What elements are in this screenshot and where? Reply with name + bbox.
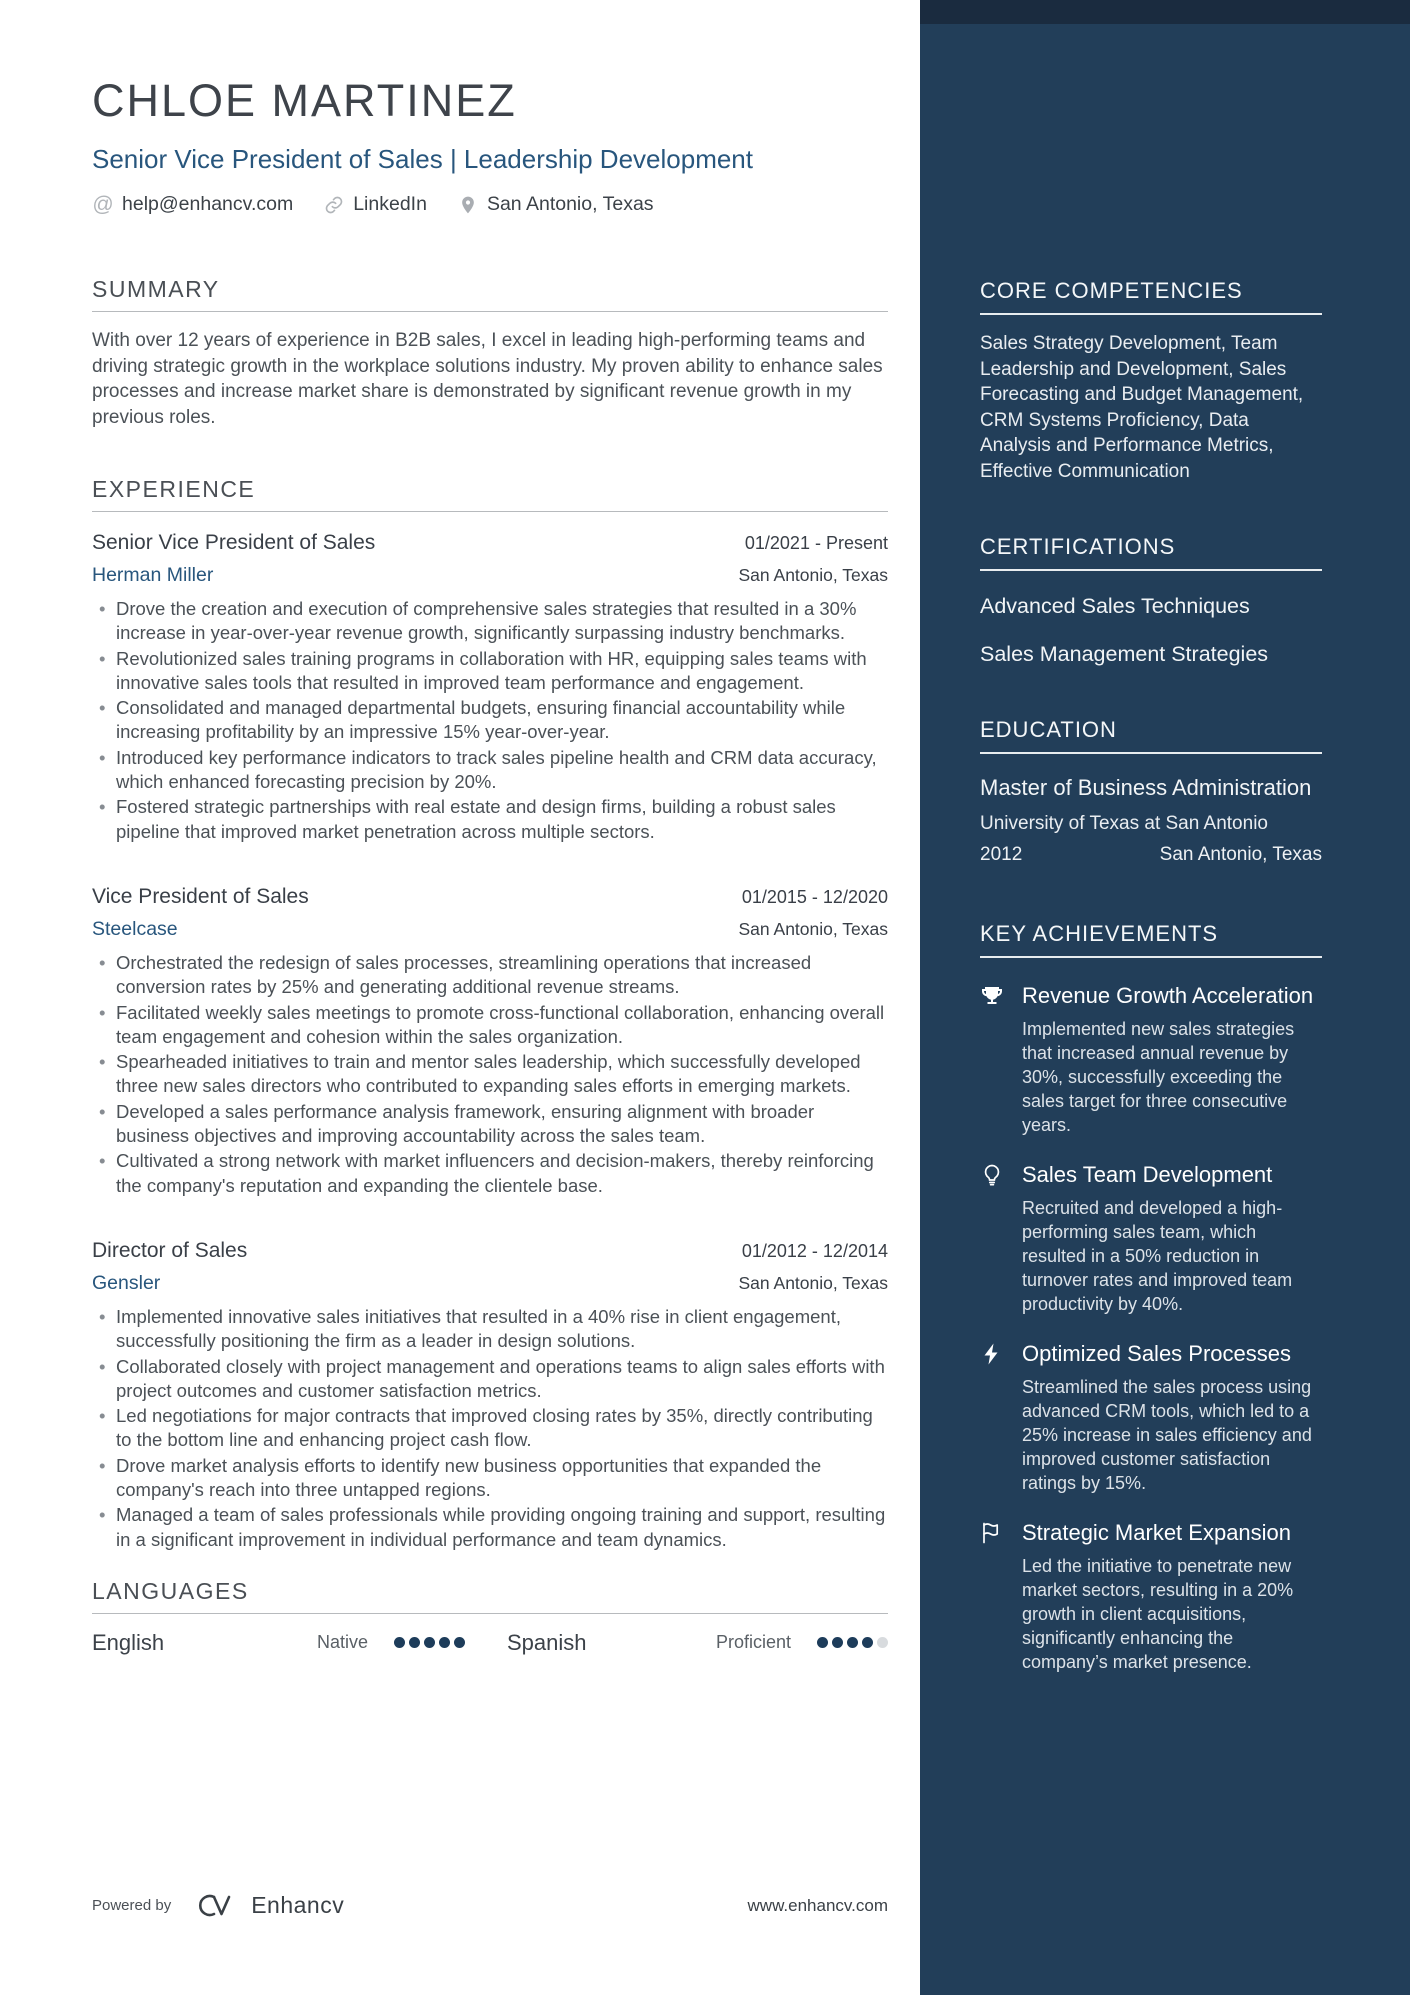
- contact-label: LinkedIn: [353, 193, 427, 215]
- enhancv-brand-name: Enhancv: [251, 1892, 345, 1918]
- languages-section: [92, 1578, 888, 1656]
- achievement-item: [980, 982, 1322, 1137]
- proficiency-dot-filled: [817, 1637, 828, 1648]
- proficiency-dot-empty: [877, 1637, 888, 1648]
- link-icon: [324, 195, 344, 215]
- contact-link[interactable]: [323, 193, 427, 216]
- proficiency-dot-filled: [862, 1637, 873, 1648]
- job-title: Director of Sales: [92, 1238, 248, 1262]
- job-bullet: • Orchestrated the redesign of sales processes, streamlining operations that increased conversion rates by 25% and generating additional revenue streams.: [92, 951, 888, 1000]
- flag-icon: [980, 1521, 1004, 1545]
- language-name: Spanish: [507, 1629, 587, 1655]
- language-level: Proficient: [715, 1632, 791, 1653]
- core-competencies-text: Sales Strategy Development, Team Leadership and Development, Sales Forecasting and Budget Management, CRM Systems Proficiency, Data Analysis and Performance Metrics, Effective Communication: [980, 333, 1304, 482]
- lightbulb-icon: [980, 1163, 1004, 1187]
- job-company: Steelcase: [92, 917, 178, 940]
- job-bullet: • Facilitated weekly sales meetings to promote cross-functional collaboration, enhancing overall team engagement and cohesion within the sales organization.: [92, 1001, 888, 1050]
- achievement-title: Sales Team Development: [1022, 1162, 1273, 1187]
- language-item: [507, 1630, 888, 1656]
- experience-list: [92, 530, 888, 1552]
- summary-section: [92, 276, 888, 430]
- job-title: Senior Vice President of Sales: [92, 531, 376, 554]
- proficiency-dot-filled: [847, 1637, 858, 1648]
- job-bullet: • Implemented innovative sales initiatives that resulted in a 40% rise in client engagement, successfully positioning the firm as a leader in design solutions.: [92, 1305, 888, 1354]
- job-bullet: • Cultivated a strong network with market influencers and decision-makers, thereby reinforcing the company's reputation and expanding the clientele base.: [92, 1149, 888, 1198]
- job-dates: 01/2021 - Present: [744, 533, 888, 553]
- language-item: [92, 1630, 465, 1656]
- languages-heading: LANGUAGES: [92, 1578, 888, 1614]
- lightning-icon: [980, 1342, 1004, 1366]
- language-proficiency-dots: [817, 1637, 888, 1648]
- job-bullet: • Led negotiations for major contracts that improved closing rates by 35%, directly contributing to the bottom line and enhancing project cash flow.: [92, 1404, 888, 1453]
- summary-text: With over 12 years of experience in B2B sales, I excel in leading high-performing teams and driving strategic growth in the workplace solutions industry. My proven ability to enhance sales processes and increase market share is demonstrated by significant revenue growth in my previous roles.: [92, 330, 883, 428]
- job-title: Vice President of Sales: [92, 884, 309, 908]
- job-bullet: • Consolidated and managed departmental budgets, ensuring financial accountability while increasing profitability by an impressive 15% year-over-year.: [92, 696, 888, 745]
- powered-by-label: Powered by: [92, 1897, 172, 1914]
- contact-row: [92, 193, 888, 216]
- education-degree: Master of Business Administration: [980, 775, 1312, 800]
- sidebar-top-band: [920, 0, 1410, 24]
- footer: [92, 1892, 888, 1919]
- certifications-heading: CERTIFICATIONS: [980, 534, 1322, 571]
- job-dates: 01/2015 - 12/2020: [741, 886, 888, 907]
- job-location: San Antonio, Texas: [738, 918, 888, 939]
- proficiency-dot-filled: [439, 1637, 450, 1648]
- education-school: University of Texas at San Antonio: [980, 813, 1268, 834]
- language-level: Native: [316, 1632, 368, 1653]
- certification-item: Sales Management Strategies: [980, 642, 1269, 666]
- achievement-title: Strategic Market Expansion: [1022, 1520, 1292, 1545]
- language-proficiency-dots: [394, 1637, 465, 1648]
- certifications-section: [980, 534, 1322, 667]
- job-bullet: • Drove the creation and execution of comprehensive sales strategies that resulted in a 30% increase in year-over-year revenue growth, significantly surpassing industry benchmarks.: [92, 597, 888, 646]
- job-bullet-list: [92, 951, 888, 1198]
- achievement-title: Optimized Sales Processes: [1022, 1341, 1291, 1366]
- certification-list: [980, 593, 1322, 667]
- education-section: [980, 717, 1322, 866]
- core-competencies-heading: CORE COMPETENCIES: [980, 278, 1322, 315]
- job-bullet: • Collaborated closely with project management and operations teams to align sales efforts with project outcomes and customer satisfaction metrics.: [92, 1355, 888, 1404]
- proficiency-dot-filled: [424, 1637, 435, 1648]
- certification-item: Advanced Sales Techniques: [980, 594, 1250, 618]
- achievement-text: Recruited and developed a high-performing sales team, which resulted in a 50% reduction in turnover rates and improved team productivity by 40%.: [1022, 1198, 1293, 1314]
- contact-at[interactable]: [92, 193, 293, 216]
- language-row: [92, 1630, 888, 1656]
- contact-location[interactable]: [457, 193, 654, 216]
- job-company: Gensler: [92, 1271, 161, 1294]
- proficiency-dot-filled: [832, 1637, 843, 1648]
- job-bullet: • Introduced key performance indicators to track sales pipeline health and CRM data accuracy, which enhanced forecasting precision by 20%.: [92, 746, 888, 795]
- job-company: Herman Miller: [92, 564, 214, 586]
- summary-heading: SUMMARY: [92, 276, 888, 312]
- achievement-item: [980, 1340, 1322, 1495]
- contact-label: San Antonio, Texas: [486, 193, 654, 215]
- education-heading: EDUCATION: [980, 717, 1322, 754]
- job-bullet: • Spearheaded initiatives to train and mentor sales leadership, which successfully developed three new sales directors who contributed to expanding sales efforts in emerging markets.: [92, 1050, 888, 1099]
- contact-label: help@enhancv.com: [122, 193, 294, 215]
- at-icon: @: [92, 192, 114, 216]
- job-dates: 01/2012 - 12/2014: [741, 1240, 888, 1261]
- job-bullet-list: [92, 597, 888, 844]
- achievement-title: Revenue Growth Acceleration: [1022, 983, 1314, 1008]
- experience-heading: EXPERIENCE: [92, 476, 888, 512]
- achievement-item: [980, 1161, 1322, 1316]
- job-bullet: • Drove market analysis efforts to identify new business opportunities that expanded the company's reach into three untapped regions.: [92, 1454, 888, 1503]
- candidate-name: CHLOE MARTINEZ: [92, 75, 517, 126]
- achievement-text: Led the initiative to penetrate new market sectors, resulting in a 20% growth in client acquisitions, significantly enhancing the company’s market presence.: [1022, 1556, 1294, 1672]
- proficiency-dot-filled: [454, 1637, 465, 1648]
- experience-entry: [92, 1238, 888, 1552]
- trophy-icon: [980, 984, 1004, 1008]
- sidebar: [920, 0, 1410, 1995]
- achievement-text: Streamlined the sales process using advanced CRM tools, which led to a 25% increase in sales efficiency and improved customer satisfaction ratings by 15%.: [1022, 1377, 1312, 1493]
- achievement-list: [980, 982, 1322, 1674]
- footer-website-link[interactable]: www.enhancv.com: [747, 1895, 888, 1915]
- language-name: English: [92, 1629, 165, 1655]
- achievement-text: Implemented new sales strategies that increased annual revenue by 30%, successfully exceeding the sales target for three consecutive years.: [1022, 1019, 1295, 1135]
- proficiency-dot-filled: [409, 1637, 420, 1648]
- education-location: San Antonio, Texas: [1159, 844, 1322, 865]
- achievement-item: [980, 1519, 1322, 1674]
- job-bullet: • Fostered strategic partnerships with real estate and design firms, building a robust sales pipeline that improved market penetration across multiple sectors.: [92, 795, 888, 844]
- proficiency-dot-filled: [394, 1637, 405, 1648]
- education-year: 2012: [980, 844, 1023, 865]
- key-achievements-section: [980, 921, 1322, 1674]
- job-location: San Antonio, Texas: [738, 1272, 888, 1293]
- experience-entry: [92, 884, 888, 1198]
- experience-section: [92, 476, 888, 1552]
- job-bullet: • Developed a sales performance analysis framework, ensuring alignment with broader business objectives and improving accountability across the sales team.: [92, 1100, 888, 1149]
- core-competencies-section: [980, 278, 1322, 484]
- job-location: San Antonio, Texas: [738, 565, 888, 585]
- job-bullet: • Managed a team of sales professionals while providing ongoing training and support, resulting in a significant improvement in individual performance and team dynamics.: [92, 1503, 888, 1552]
- job-bullet: • Revolutionized sales training programs in collaboration with HR, equipping sales teams with innovative sales tools that resulted in improved team performance and engagement.: [92, 647, 888, 696]
- experience-entry: [92, 530, 888, 844]
- key-achievements-heading: KEY ACHIEVEMENTS: [980, 921, 1322, 958]
- candidate-headline: Senior Vice President of Sales | Leadership Development: [92, 144, 753, 174]
- job-bullet-list: [92, 1305, 888, 1552]
- location-icon: [458, 195, 478, 215]
- enhancv-logo-icon: [193, 1892, 239, 1919]
